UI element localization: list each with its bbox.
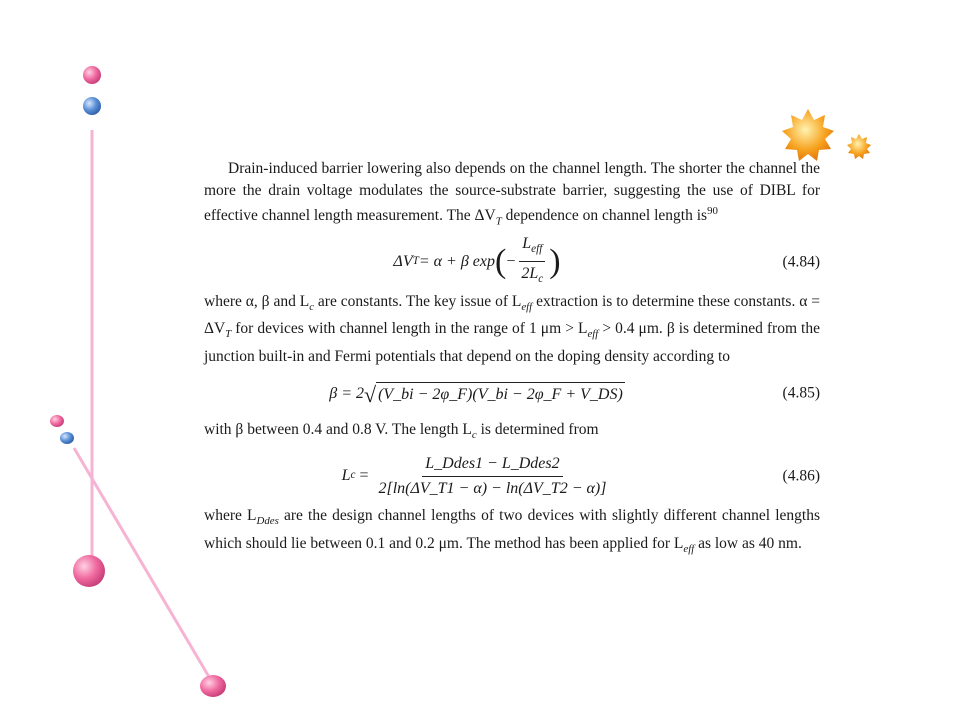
sun-small-icon: [847, 134, 871, 159]
equation-4-84: ΔV T = α + β exp ( − $\frac{L_{eff}}{2L_c}$ ) (4.84): [393, 234, 820, 286]
paragraph-design-lengths: where $L_{Ddes}$ are the design channel lengths of two devices with slightly different channel lengths which should lie between 0.1 and 0.2 μm. The method has been applied for $L_{eff}$ as low as 40 nm.: [204, 507, 820, 555]
sun-large-icon: [782, 109, 834, 161]
paragraph-constants: where α, β and $L_c$ are constants. The key issue of $L_{eff}$ extraction is to determine these constants. $\alpha = \Delta V_T$ for devices with channel length in the range of 1 $\mu m > L_{eff} > 0.4$ μm. β is determined from the junction built-in and Fermi potentials that depend on the doping density according to: [204, 292, 820, 365]
pink-ball-large: [73, 555, 105, 587]
equation-4-85: β = 2 √ (V_bi − 2φ_F)(V_bi − 2φ_F + V_DS) (4.85): [329, 381, 820, 407]
equation-number: (4.86): [782, 467, 820, 485]
blue-ball-top: [83, 97, 101, 115]
textbook-excerpt: [204, 158, 820, 560]
blue-ball-small: [60, 432, 74, 444]
paragraph-dibl: Drain-induced barrier lowering also depends on the channel length. The shorter the channel the more the drain voltage modulates the source-substrate barrier, suggesting the use of DIBL for effective channel length measurement. The $\Delta V_T$ dependence on channel length $is^{90}$: [204, 160, 820, 228]
equation-4-86: L c = $\frac{\text{L\_Ddes1 − L\_Ddes2}}{2[\ln(\Delta V\_T1 - \alpha) - \ln(\Delta V\_T2 - \alpha)]}$ (4.86): [341, 455, 820, 497]
equation-number: (4.84): [782, 253, 820, 270]
equation-number: (4.85): [782, 384, 820, 402]
pink-ball-small: [50, 415, 64, 427]
paragraph-length: with β between 0.4 and 0.8 V. The length $L_c$ is determined from: [204, 421, 599, 442]
pink-ball-top: [83, 66, 101, 84]
pink-ball-bottom: [200, 675, 226, 697]
